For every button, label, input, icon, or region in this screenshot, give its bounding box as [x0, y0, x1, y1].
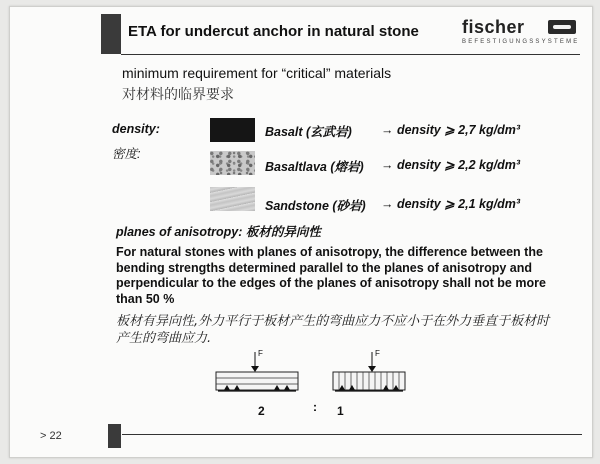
- basalt-name: Basalt (玄武岩): [265, 125, 352, 139]
- sandstone-name: Sandstone (砂岩): [265, 199, 366, 213]
- anisotropy-label: planes of anisotropy: 板材的异向性: [116, 225, 321, 239]
- basalt-requirement: → density ⩾ 2,7 kg/dm³: [381, 123, 520, 137]
- figure-label-right: 1: [337, 404, 344, 418]
- footer-accent-bar: [108, 424, 121, 448]
- figure-ratio-separator: :: [313, 400, 317, 414]
- logo-wordmark: fischer: [462, 17, 525, 37]
- page-number: > 22: [40, 430, 62, 442]
- anisotropy-text-en: For natural stones with planes of anisotropy, the difference between the bending strengths determined parallel to the planes of anisotropy and perpendicular to the edges of the planes of anisotropy shall not be more than 50 %: [116, 245, 546, 306]
- subtitle-en: minimum requirement for “critical” materials: [122, 65, 392, 81]
- sandstone-requirement: → density ⩾ 2,1 kg/dm³: [381, 197, 520, 211]
- anisotropy-text-cn: 板材有异向性,外力平行于板材产生的弯曲应力不应小于在外力垂直于板材时产生的弯曲应力.: [116, 314, 550, 346]
- footer-divider: [122, 434, 582, 435]
- force-label-left: F: [258, 349, 263, 358]
- subtitle-cn: 对材料的临界要求: [122, 87, 234, 103]
- specimen-right: [333, 352, 405, 391]
- slide-title: ETA for undercut anchor in natural stone: [128, 23, 419, 40]
- density-label: density:: [112, 122, 160, 136]
- basaltlava-name: Basaltlava (熔岩): [265, 160, 364, 174]
- density-label-cn: 密度:: [112, 147, 141, 161]
- logo-tagline: BEFESTIGUNGSSYSTEME: [462, 39, 580, 45]
- figure-label-left: 2: [258, 404, 265, 418]
- force-label-right: F: [375, 349, 380, 358]
- basaltlava-requirement: → density ⩾ 2,2 kg/dm³: [381, 158, 520, 172]
- specimen-left: [216, 352, 298, 391]
